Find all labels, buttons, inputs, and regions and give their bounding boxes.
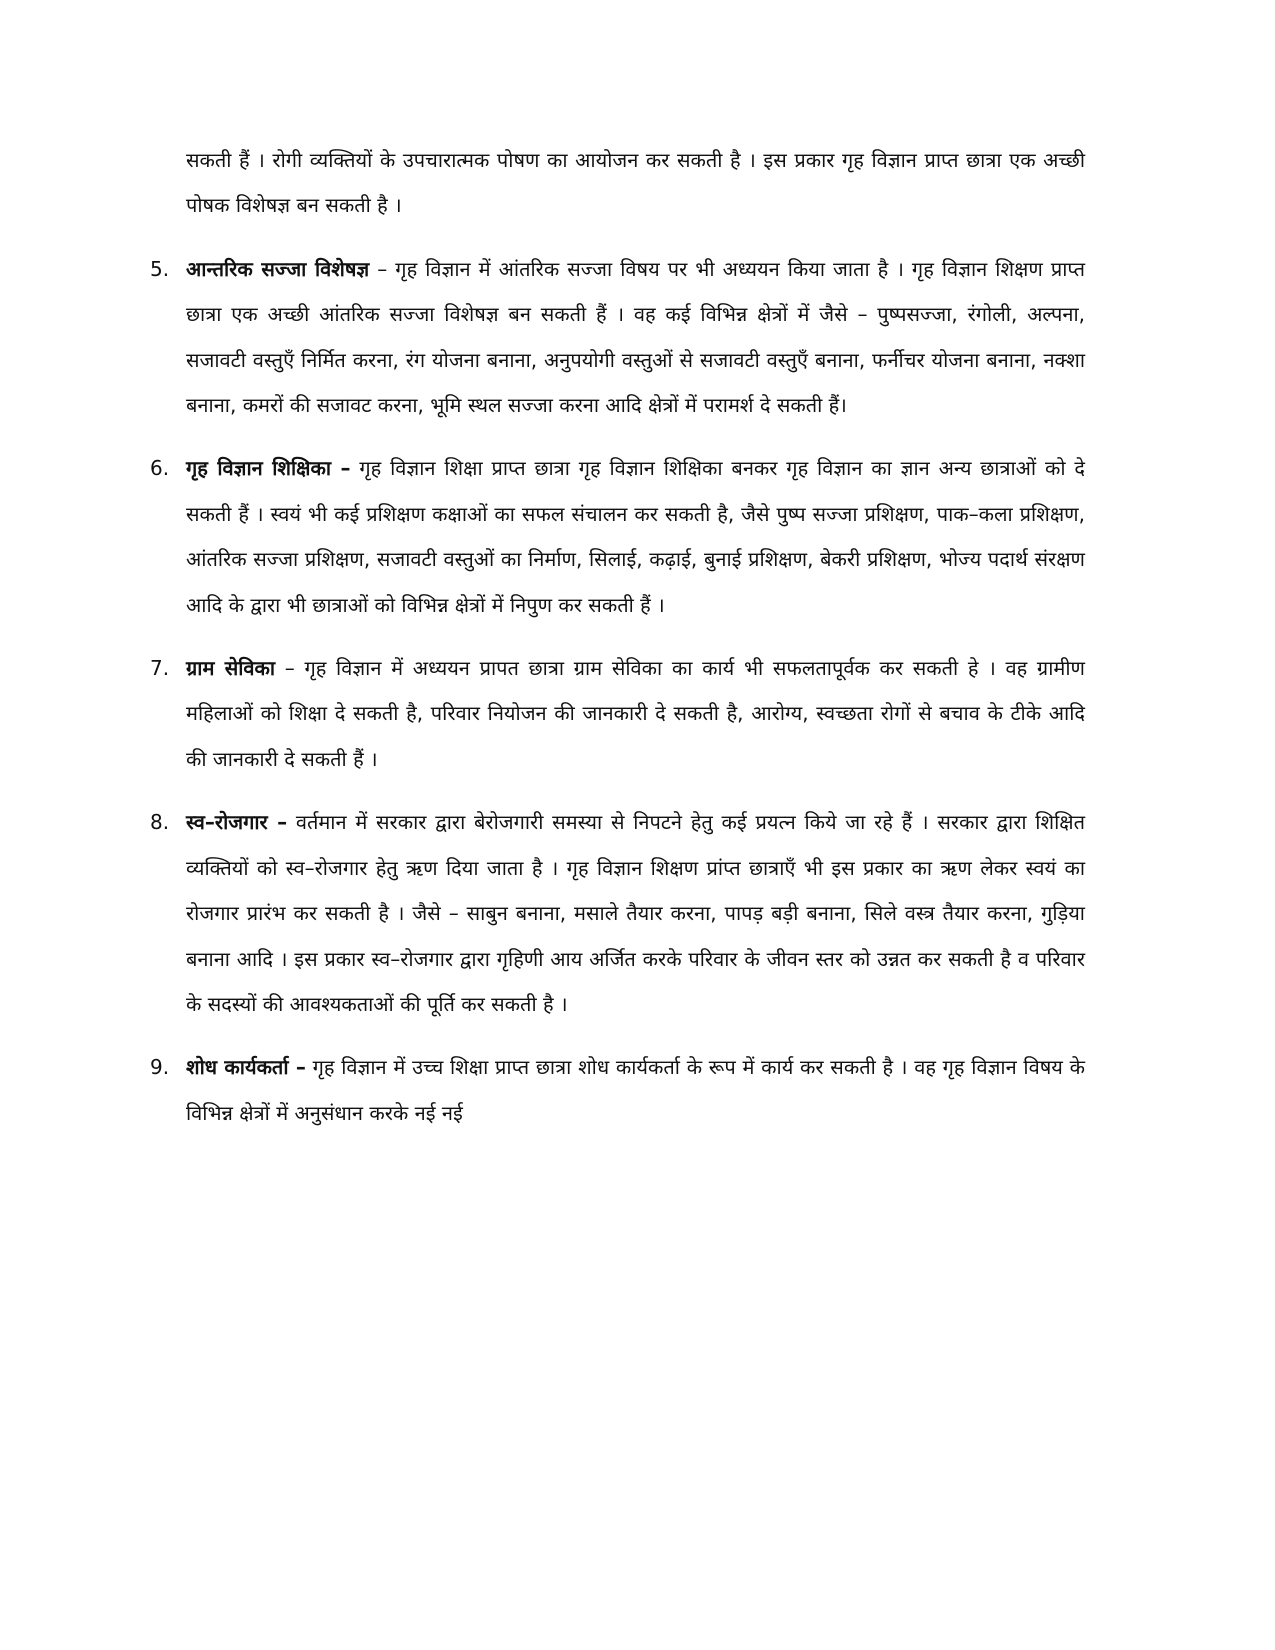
item-term: स्व–रोजगार – <box>186 810 288 835</box>
list-item <box>150 646 1085 782</box>
item-number: 7. <box>150 656 170 681</box>
document-body <box>150 138 1085 1136</box>
list-item <box>150 800 1085 1027</box>
intro-paragraph: सकती हैं । रोगी व्यक्तियों के उपचारात्मक पोषण का आयोजन कर सकती है । इस प्रकार गृह विज्ञान प्राप्त छात्रा एक अच्छी पोषक विशेषज्ञ बन सकती है । <box>186 148 1085 218</box>
list-item <box>150 446 1085 628</box>
item-text: गृह विज्ञान में उच्च शिक्षा प्राप्त छात्रा शोध कार्यकर्ता के रूप में कार्य कर सकती है । वह गृह विज्ञान विषय के विभिन्न क्षेत्रों में अनुसंधान करके नई नई <box>186 1055 1085 1125</box>
list-item <box>150 247 1085 429</box>
item-number: 5. <box>150 256 170 281</box>
item-text: – गृह विज्ञान में अध्ययन प्रापत छात्रा ग्राम सेविका का कार्य भी सफलतापूर्वक कर सकती हे । वह ग्रामीण महिलाओं को शिक्षा दे सकती है, परिवार नियोजन की जानकारी दे सकती है, आरोग्य, स्वच्छता रोगों से बचाव के टीके आदि की जानकारी दे सकती हैं । <box>186 656 1086 771</box>
item-term: ग्राम सेविका <box>186 656 276 681</box>
list-item <box>150 1045 1085 1136</box>
item-number: 9. <box>150 1055 170 1080</box>
item-number: 8. <box>150 810 170 835</box>
item-number: 6. <box>150 456 170 481</box>
item-term: शोध कार्यकर्ता – <box>186 1055 306 1080</box>
item-term: आन्तरिक सज्जा विशेषज्ञ <box>186 256 370 281</box>
item-text: गृह विज्ञान शिक्षा प्राप्त छात्रा गृह विज्ञान शिक्षिका बनकर गृह विज्ञान का ज्ञान अन्य छात्राओं को दे सकती हैं । स्वयं भी कई प्रशिक्षण कक्षाओं का सफल संचालन कर सकती है, जैसे पुष्प सज्जा प्रशिक्षण, पाक–कला प्रशिक्षण, आंतरिक सज्जा प्रशिक्षण, सजावटी वस्तुओं का निर्माण, सिलाई, कढ़ाई, बुनाई प्रशिक्षण, बेकरी प्रशिक्षण, भोज्य पदार्थ संरक्षण आदि के द्वारा भी छात्राओं को विभिन्न क्षेत्रों में निपुण कर सकती हैं । <box>186 456 1085 617</box>
item-text: वर्तमान में सरकार द्वारा बेरोजगारी समस्या से निपटने हेतु कई प्रयत्न किये जा रहे हैं । सरकार द्वारा शिक्षित व्यक्तियों को स्व–रोजगार हेतु ऋण दिया जाता है । गृह विज्ञान शिक्षण प्रांप्त छात्राएँ भी इस प्रकार का ऋण लेकर स्वयं का रोजगार प्रारंभ कर सकती है । जैसे – साबुन बनाना, मसाले तैयार करना, पापड़ बड़ी बनाना, सिले वस्त्र तैयार करना, गुड़िया बनाना आदि । इस प्रकार स्व–रोजगार द्वारा गृहिणी आय अर्जित करके परिवार के जीवन स्तर को उन्नत कर सकती है व परिवार के सदस्यों की आवश्यकताओं की पूर्ति कर सकती है । <box>186 810 1085 1016</box>
item-text: – गृह विज्ञान में आंतरिक सज्जा विषय पर भी अध्ययन किया जाता है । गृह विज्ञान शिक्षण प्राप्त छात्रा एक अच्छी आंतरिक सज्जा विशेषज्ञ बन सकती हैं । वह कई विभिन्न क्षेत्रों में जैसे – पुष्पसज्जा, रंगोली, अल्पना, सजावटी वस्तुएँ निर्मित करना, रंग योजना बनाना, अनुपयोगी वस्तुओं से सजावटी वस्तुएँ बनाना, फर्नीचर योजना बनाना, नक्शा बनाना, कमरों की सजावट करना, भूमि स्थल सज्जा करना आदि क्षेत्रों में परामर्श दे सकती हैं। <box>186 256 1085 418</box>
item-term: गृह विज्ञान शिक्षिका – <box>186 456 351 481</box>
